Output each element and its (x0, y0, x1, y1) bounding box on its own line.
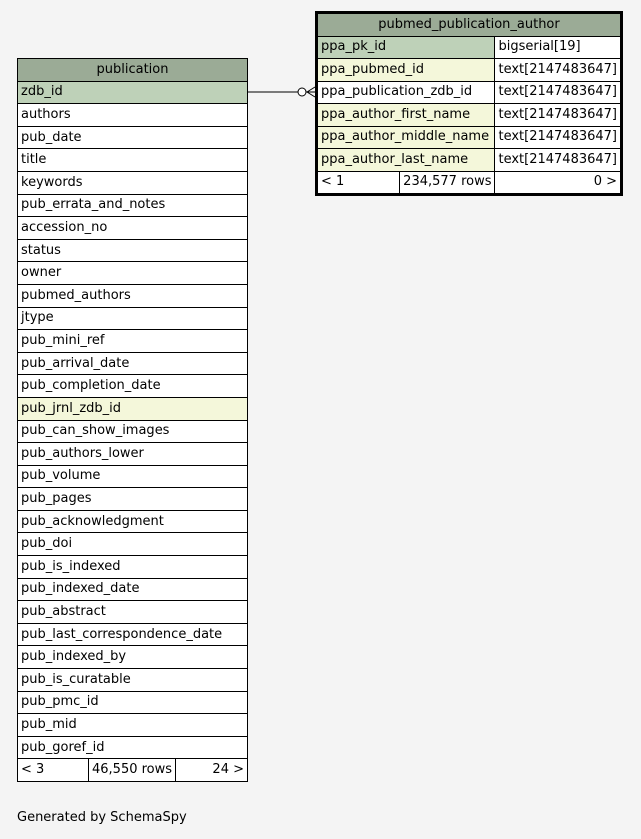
column-type: bigserial[19] (495, 36, 622, 59)
column-row[interactable] (18, 375, 248, 398)
column-name[interactable]: owner (18, 262, 248, 285)
column-row[interactable] (18, 623, 248, 646)
crows-foot-upper (307, 87, 315, 92)
column-name[interactable]: pub_is_curatable (18, 669, 248, 692)
column-row[interactable] (18, 104, 248, 127)
column-type: text[2147483647] (495, 126, 622, 149)
zero-cardinality-circle (298, 88, 306, 96)
column-row[interactable] (18, 646, 248, 669)
column-type: text[2147483647] (495, 149, 622, 172)
table-title-pubmed-publication-author[interactable]: pubmed_publication_author (317, 13, 622, 37)
column-row[interactable] (18, 352, 248, 375)
row-count: 46,550 rows (89, 759, 176, 782)
generated-by-text: Generated by SchemaSpy (17, 810, 187, 825)
column-row[interactable] (18, 284, 248, 307)
column-name[interactable]: zdb_id (18, 81, 248, 104)
column-row[interactable] (18, 714, 248, 737)
children-count[interactable]: 24 > (176, 759, 248, 782)
column-row[interactable] (18, 149, 248, 172)
column-name[interactable]: pub_indexed_date (18, 578, 248, 601)
column-name[interactable]: keywords (18, 171, 248, 194)
column-row[interactable] (18, 601, 248, 624)
table-footer-pubmed-publication-author (317, 171, 622, 195)
column-row[interactable] (18, 420, 248, 443)
column-name[interactable]: pub_goref_id (18, 736, 248, 759)
column-row[interactable] (18, 194, 248, 217)
column-name[interactable]: ppa_pk_id (317, 36, 495, 59)
column-row[interactable] (18, 465, 248, 488)
column-name[interactable]: pubmed_authors (18, 284, 248, 307)
column-row[interactable] (317, 59, 622, 82)
column-name[interactable]: pub_can_show_images (18, 420, 248, 443)
column-row[interactable] (317, 104, 622, 127)
column-row[interactable] (18, 556, 248, 579)
column-name[interactable]: pub_is_indexed (18, 556, 248, 579)
column-row[interactable] (18, 533, 248, 556)
column-row[interactable] (18, 81, 248, 104)
column-name[interactable]: jtype (18, 307, 248, 330)
column-name[interactable]: pub_volume (18, 465, 248, 488)
column-type: text[2147483647] (495, 59, 622, 82)
column-row[interactable] (317, 81, 622, 104)
column-name[interactable]: pub_jrnl_zdb_id (18, 397, 248, 420)
column-name[interactable]: pub_pages (18, 488, 248, 511)
column-name[interactable]: title (18, 149, 248, 172)
column-row[interactable] (317, 126, 622, 149)
column-name[interactable]: pub_errata_and_notes (18, 194, 248, 217)
column-row[interactable] (18, 578, 248, 601)
column-type: text[2147483647] (495, 81, 622, 104)
table-pubmed-publication-author[interactable] (315, 11, 623, 196)
column-row[interactable] (317, 149, 622, 172)
column-name[interactable]: status (18, 239, 248, 262)
column-name[interactable]: pub_abstract (18, 601, 248, 624)
children-count[interactable]: 0 > (495, 171, 622, 195)
column-name[interactable]: ppa_publication_zdb_id (317, 81, 495, 104)
column-name[interactable]: pub_completion_date (18, 375, 248, 398)
column-name[interactable]: authors (18, 104, 248, 127)
parents-count[interactable]: < 1 (317, 171, 400, 195)
table-publication[interactable] (17, 58, 248, 782)
column-row[interactable] (18, 126, 248, 149)
column-name[interactable]: pub_authors_lower (18, 443, 248, 466)
column-row[interactable] (18, 239, 248, 262)
column-name[interactable]: ppa_author_last_name (317, 149, 495, 172)
column-row[interactable] (18, 488, 248, 511)
column-row[interactable] (18, 330, 248, 353)
crows-foot-lower (307, 92, 315, 97)
column-name[interactable]: pub_pmc_id (18, 691, 248, 714)
column-type: text[2147483647] (495, 104, 622, 127)
column-row[interactable] (18, 217, 248, 240)
column-row[interactable] (18, 397, 248, 420)
column-row[interactable] (18, 262, 248, 285)
row-count: 234,577 rows (400, 171, 495, 195)
column-row[interactable] (18, 691, 248, 714)
column-name[interactable]: pub_doi (18, 533, 248, 556)
column-name[interactable]: pub_arrival_date (18, 352, 248, 375)
parents-count[interactable]: < 3 (18, 759, 89, 782)
column-row[interactable] (18, 736, 248, 759)
table-title-publication[interactable]: publication (18, 59, 248, 82)
column-name[interactable]: ppa_author_middle_name (317, 126, 495, 149)
table-footer-publication (18, 759, 248, 782)
column-row[interactable] (18, 171, 248, 194)
column-name[interactable]: pub_indexed_by (18, 646, 248, 669)
column-row[interactable] (18, 307, 248, 330)
column-row[interactable] (18, 510, 248, 533)
column-name[interactable]: pub_last_correspondence_date (18, 623, 248, 646)
column-name[interactable]: accession_no (18, 217, 248, 240)
column-name[interactable]: pub_date (18, 126, 248, 149)
column-name[interactable]: pub_acknowledgment (18, 510, 248, 533)
column-row[interactable] (317, 36, 622, 59)
column-name[interactable]: ppa_author_first_name (317, 104, 495, 127)
column-row[interactable] (18, 443, 248, 466)
column-name[interactable]: pub_mini_ref (18, 330, 248, 353)
column-row[interactable] (18, 669, 248, 692)
column-name[interactable]: pub_mid (18, 714, 248, 737)
column-name[interactable]: ppa_pubmed_id (317, 59, 495, 82)
